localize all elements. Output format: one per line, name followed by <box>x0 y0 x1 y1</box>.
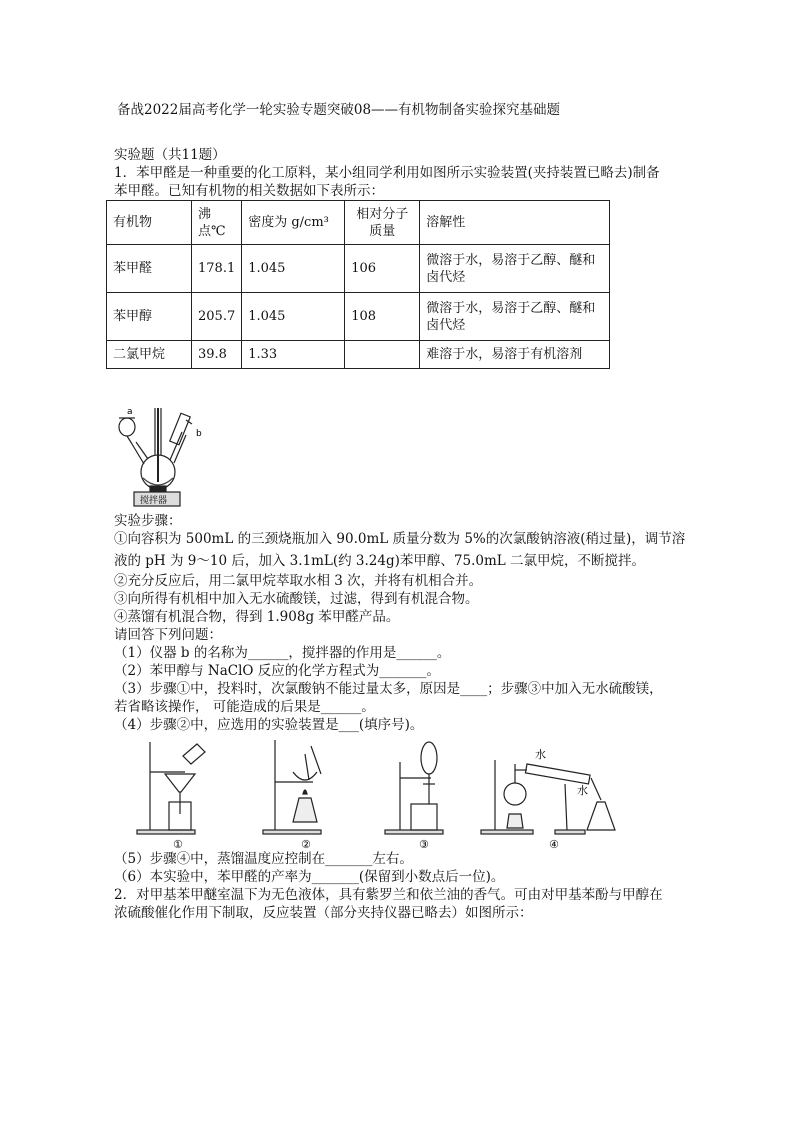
header-boiling-point: 沸点℃ <box>192 201 242 245</box>
table-cell: 178.1 <box>192 245 242 293</box>
setup-1-caption: ① <box>173 838 183 851</box>
table-cell: 苯甲醛 <box>107 245 192 293</box>
sub-question-6: （6）本实验中，苯甲醛的产率为_______(保留到小数点后一位)。 <box>114 869 505 885</box>
step-1-line-2: 液的 pH 为 9～10 后，加入 3.1mL(约 3.24g)苯甲醇、75.0mL 二氯甲烷，不断搅拌。 <box>114 553 646 569</box>
setup-3-caption: ③ <box>419 838 429 851</box>
table-cell: 难溶于水，易溶于有机溶剂 <box>420 341 610 369</box>
table-cell: 106 <box>345 245 420 293</box>
sub-question-5: （5）步骤④中，蒸馏温度应控制在_______左右。 <box>114 851 413 867</box>
table-cell <box>345 341 420 369</box>
q2-line-1: 2．对甲基苯甲醚室温下为无色液体，具有紫罗兰和依兰油的香气。可由对甲基苯酚与甲醇在 <box>114 887 663 903</box>
table-header-row <box>107 201 610 245</box>
step-1-line-1: ①向容积为 500mL 的三颈烧瓶加入 90.0mL 质量分数为 5%的次氯酸钠溶液(稍过量)，调节溶 <box>114 531 686 547</box>
setup-2-evaporation <box>263 740 321 834</box>
table-cell: 1.045 <box>242 245 345 293</box>
sub-question-1: （1）仪器 b 的名称为______，搅拌器的作用是______。 <box>114 645 451 661</box>
table-cell: 39.8 <box>192 341 242 369</box>
setup-4-distillation <box>481 760 615 834</box>
header-density: 密度为 g/cm³ <box>242 201 345 245</box>
header-molar-mass: 相对分子质量 <box>345 201 420 245</box>
header-solubility: 溶解性 <box>420 201 610 245</box>
table-cell: 二氯甲烷 <box>107 341 192 369</box>
setups-figure <box>135 734 655 852</box>
organics-data-table <box>106 200 610 369</box>
table-row <box>107 293 610 341</box>
water-inlet-label: 水 <box>535 748 546 761</box>
dropping-funnel <box>119 418 135 436</box>
sub-question-2: （2）苯甲醇与 NaClO 反应的化学方程式为_______。 <box>114 663 440 679</box>
step-4: ④蒸馏有机混合物，得到 1.908g 苯甲醛产品。 <box>114 609 400 625</box>
table-cell: 微溶于水，易溶于乙醇、醚和卤代烃 <box>420 245 610 293</box>
sub-question-4: （4）步骤②中，应选用的实验装置是___(填序号)。 <box>114 717 424 733</box>
setup-1-filtration <box>137 742 205 834</box>
q2-line-2: 浓硫酸催化作用下制取，反应装置（部分夹持仪器已略去）如图所示： <box>114 905 533 921</box>
apparatus-figure <box>112 402 212 510</box>
sub-question-3-line-2: 若省略该操作， 可能造成的后果是______。 <box>114 699 375 715</box>
step-3: ③向所得有机相中加入无水硫酸镁，过滤，得到有机混合物。 <box>114 591 479 607</box>
setup-2-caption: ② <box>301 838 311 851</box>
table-cell: 1.045 <box>242 293 345 341</box>
table-row <box>107 341 610 369</box>
step-2: ②充分反应后，用二氯甲烷萃取水相 3 次，并将有机相合并。 <box>114 573 483 589</box>
stirrer-label: 搅拌器 <box>140 496 168 506</box>
water-outlet-label: 水 <box>577 784 588 797</box>
table-cell: 108 <box>345 293 420 341</box>
condenser-b <box>170 413 191 445</box>
setup-4-caption: ④ <box>549 838 559 851</box>
q1-intro-line-2: 苯甲醛。已知有机物的相关数据如下表所示： <box>114 183 384 199</box>
questions-heading: 请回答下列问题： <box>114 627 222 643</box>
table-cell: 苯甲醇 <box>107 293 192 341</box>
steps-heading: 实验步骤： <box>114 513 182 529</box>
table-cell: 微溶于水，易溶于乙醇、醚和卤代烃 <box>420 293 610 341</box>
section-heading: 实验题（共11题） <box>114 147 226 163</box>
sub-question-3-line-1: （3）步骤①中，投料时，次氯酸钠不能过量太多，原因是____；步骤③中加入无水硫酸镁， <box>114 681 663 697</box>
label-a: a <box>127 407 133 417</box>
header-organic: 有机物 <box>107 201 192 245</box>
table-cell: 205.7 <box>192 293 242 341</box>
document-title: 备战2022届高考化学一轮实验专题突破08——有机物制备实验探究基础题 <box>117 102 561 118</box>
q1-intro-line-1: 1．苯甲醛是一种重要的化工原料，某小组同学利用如图所示实验装置(夹持装置已略去)制备 <box>114 165 660 181</box>
table-cell: 1.33 <box>242 341 345 369</box>
label-b: b <box>196 429 202 439</box>
table-row <box>107 245 610 293</box>
setup-3-separatory-funnel <box>385 742 443 834</box>
